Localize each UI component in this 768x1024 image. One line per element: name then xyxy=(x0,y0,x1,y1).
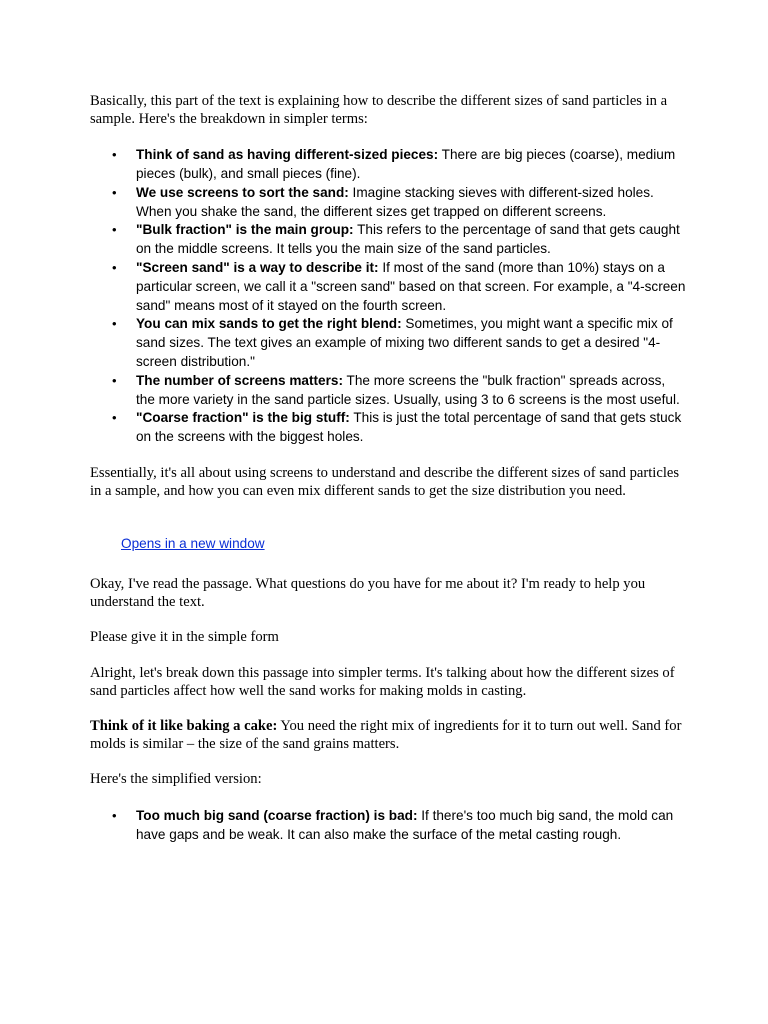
bullet-icon: • xyxy=(112,259,117,275)
document-body xyxy=(90,93,686,844)
bullet-icon: • xyxy=(112,807,117,823)
bullet-icon: • xyxy=(112,147,117,163)
intro-paragraph: Basically, this part of the text is explaining how to describe the different sizes of sand particles in a sample. Here's the breakdown in simpler terms: xyxy=(90,93,668,127)
simplified-list xyxy=(90,807,686,845)
ready-paragraph: Okay, I've read the passage. What questions do you have for me about it? I'm ready to help you understand the text. xyxy=(90,576,646,610)
bullet-icon: • xyxy=(112,372,117,388)
user-request: Please give it in the simple form xyxy=(90,629,279,646)
bullet-icon: • xyxy=(112,222,117,238)
bullet-icon: • xyxy=(112,410,117,426)
new-window-link-row xyxy=(90,535,686,553)
breakdown-list xyxy=(90,146,686,447)
list-item: • "Coarse fraction" is the big stuff: This is just the total percentage of sand that gets stuck on the screens with the biggest holes. xyxy=(112,410,682,445)
list-item: • "Screen sand" is a way to describe it: If most of the sand (more than 10%) stays on a particular screen, we call it a "screen sand" based on that screen. For example, a "4-screen sand" means most of it stayed on the fourth screen. xyxy=(112,259,686,313)
bullet-icon: • xyxy=(112,184,117,200)
list-item: • The number of screens matters: The more screens the "bulk fraction" spreads across, the more variety in the sand particle sizes. Usually, using 3 to 6 screens is the most useful. xyxy=(112,372,680,407)
opens-new-window-link[interactable]: Opens in a new window xyxy=(121,536,265,552)
list-item: • Think of sand as having different-sized pieces: There are big pieces (coarse), medium pieces (bulk), and small pieces (fine). xyxy=(112,147,676,181)
list-item: • "Bulk fraction" is the main group: This refers to the percentage of sand that gets caught on the middle screens. It tells you the main size of the sand particles. xyxy=(112,222,680,257)
cake-analogy-paragraph: Think of it like baking a cake: You need the right mix of ingredients for it to turn out well. Sand for molds is similar – the size of the sand grains matters. xyxy=(90,718,682,752)
list-item: • We use screens to sort the sand: Imagine stacking sieves with different-sized holes. When you shake the sand, the different sizes get trapped on different screens. xyxy=(112,184,654,219)
bullet-icon: • xyxy=(112,316,117,332)
list-item: • Too much big sand (coarse fraction) is bad: If there's too much big sand, the mold can have gaps and be weak. It can also make the surface of the metal casting rough. xyxy=(112,807,674,842)
simplified-heading: Here's the simplified version: xyxy=(90,771,262,788)
list-item: • You can mix sands to get the right blend: Sometimes, you might want a specific mix of sand sizes. The text gives an example of mixing two different sands to get a desired "4-screen distribution." xyxy=(112,316,673,369)
breakdown-intro-paragraph: Alright, let's break down this passage into simpler terms. It's talking about how the different sizes of sand particles affect how well the sand works for making molds in casting. xyxy=(90,664,675,699)
summary-paragraph: Essentially, it's all about using screens to understand and describe the different sizes of sand particles in a sample, and how you can even mix different sands to get the size distribution you need. xyxy=(90,464,680,499)
